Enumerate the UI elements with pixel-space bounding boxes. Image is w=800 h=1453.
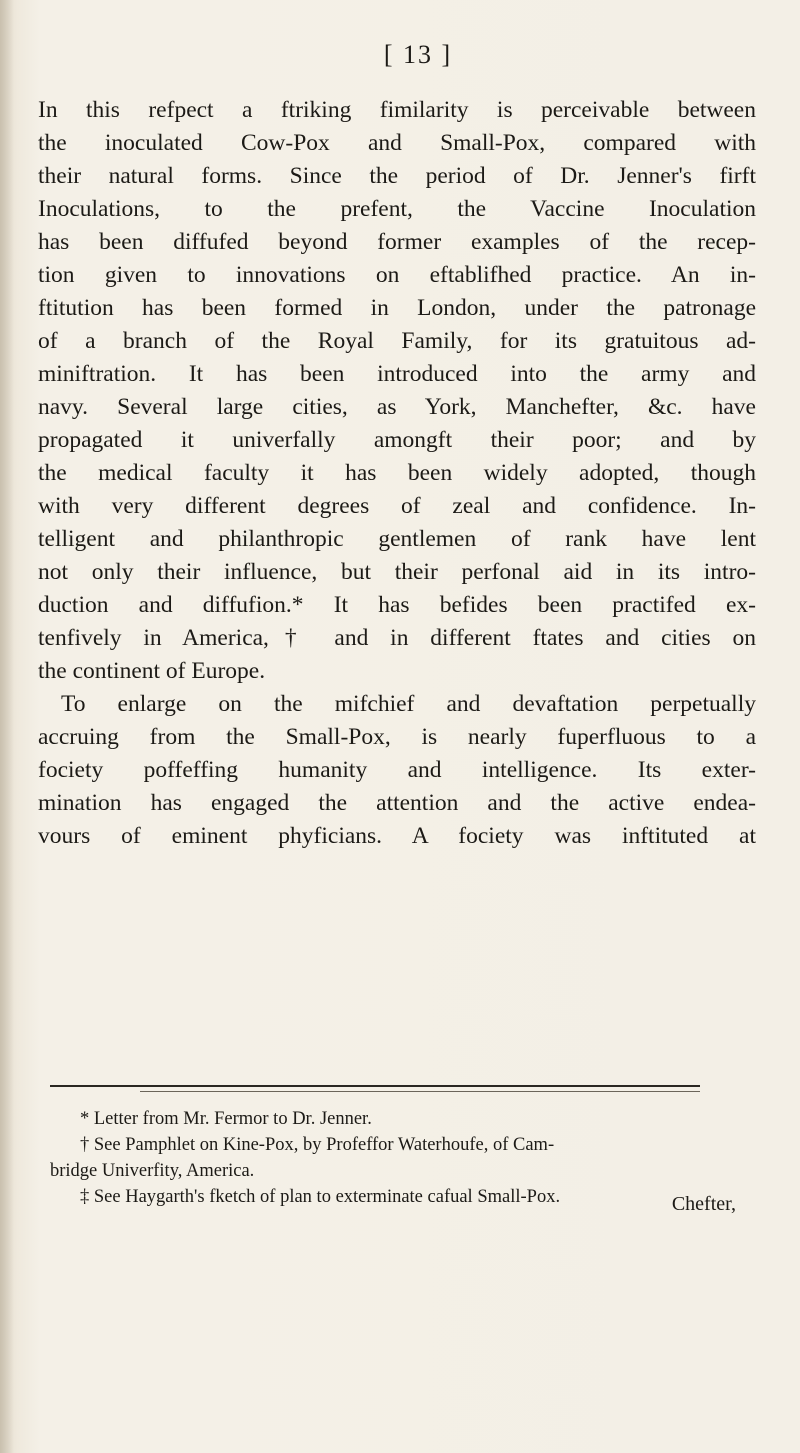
text-line: miniftration. It has been introduced into the army and (38, 361, 756, 387)
text-line: vours of eminent phyficians. A fociety was inftituted at (38, 823, 756, 849)
text-line: Inoculations, to the prefent, the Vaccine Inoculation (38, 196, 756, 222)
page-number: [ 13 ] (383, 40, 453, 69)
footnotes (50, 1106, 758, 1210)
text-line: of a branch of the Royal Family, for its gratuitous ad- (38, 328, 756, 354)
text-line: ftitution has been formed in London, under the patronage (38, 295, 756, 321)
text-line: propagated it univerfally amongft their poor; and by (38, 427, 756, 453)
footnote-rule-secondary (140, 1091, 700, 1092)
text-line: telligent and philanthropic gentlemen of rank have lent (38, 526, 756, 552)
text-line: the inoculated Cow-Pox and Small-Pox, compared with (38, 130, 756, 156)
catchword: Chefter, (671, 1193, 736, 1215)
footnote: ‡ See Haygarth's fketch of plan to exterminate cafual Small-Pox. (80, 1187, 561, 1207)
text-line: mination has engaged the attention and the active endea- (38, 790, 756, 816)
text-line: fociety poffeffing humanity and intelligence. Its exter- (38, 757, 756, 783)
text-line: their natural forms. Since the period of Dr. Jenner's firft (38, 163, 756, 189)
text-line: In this refpect a ftriking fimilarity is perceivable between (38, 97, 756, 123)
footnote-rule (50, 1085, 700, 1087)
text-line: not only their influence, but their perfonal aid in its intro- (38, 559, 756, 585)
text-line: tion given to innovations on eftablifhed practice. An in- (38, 262, 756, 288)
text-line: accruing from the Small-Pox, is nearly fuperfluous to a (38, 724, 756, 750)
gutter-shadow (0, 0, 14, 1453)
text-line: duction and diffufion.* It has befides been practifed ex- (38, 592, 756, 618)
text-line: has been diffufed beyond former examples of the recep- (38, 229, 756, 255)
text-line: tenfively in America,† and in different ftates and cities on (38, 625, 756, 651)
text-line: the medical faculty it has been widely adopted, though (38, 460, 756, 486)
text-line: the continent of Europe. (38, 658, 266, 684)
footnote: * Letter from Mr. Fermor to Dr. Jenner. (80, 1109, 372, 1129)
text-line: To enlarge on the mifchief and devaftation perpetually (61, 691, 756, 717)
footnote: bridge Univerfity, America. (50, 1161, 255, 1181)
body-text (38, 94, 756, 853)
footnote: † See Pamphlet on Kine-Pox, by Profeffor Waterhoufe, of Cam- (80, 1135, 555, 1155)
text-line: navy. Several large cities, as York, Manchefter, &c. have (38, 394, 756, 420)
text-line: with very different degrees of zeal and confidence. In- (38, 493, 756, 519)
